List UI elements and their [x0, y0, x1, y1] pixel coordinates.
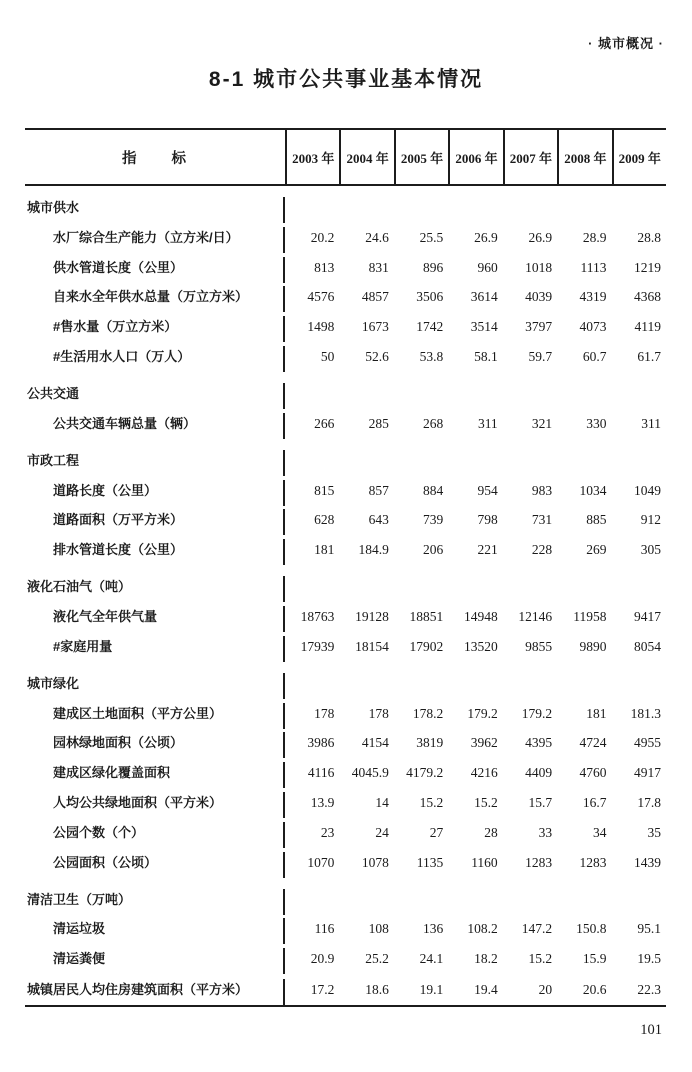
value-cell [612, 469, 666, 476]
value-cell: 4917 [633, 765, 661, 781]
value-cell: 3797 [525, 319, 553, 335]
value-cell [394, 908, 448, 915]
row-label: #生活用水人口（万人） [25, 346, 285, 372]
value-cell: 3614 [470, 289, 498, 305]
value-cell: 1673 [361, 319, 389, 335]
table-row [25, 535, 666, 565]
value-cell: 136 [423, 921, 444, 937]
value-cell [612, 216, 666, 223]
year-header-cell: 2005 年 [394, 130, 448, 184]
value-cell: 4368 [633, 289, 661, 305]
value-cell [557, 469, 611, 476]
year-header-cell: 2009 年 [612, 130, 666, 184]
table-row [25, 565, 666, 602]
value-cell: 25.2 [365, 951, 389, 967]
value-cell: 1742 [416, 319, 444, 335]
row-label: 公共交通车辆总量（辆） [25, 413, 285, 439]
value-cell [557, 908, 611, 915]
value-cell [394, 692, 448, 699]
value-cell: 20 [538, 982, 553, 998]
year-header-cell: 2003 年 [285, 130, 339, 184]
value-cell: 1078 [361, 854, 389, 870]
value-cell [339, 469, 393, 476]
value-cell: 17.8 [637, 794, 661, 810]
value-cell: 18763 [300, 608, 335, 624]
table-row [25, 878, 666, 915]
table-body [25, 186, 666, 1007]
value-cell: 18851 [409, 608, 444, 624]
value-cell [394, 469, 448, 476]
value-cell [394, 402, 448, 409]
value-cell: 311 [477, 415, 498, 431]
value-cell [448, 469, 502, 476]
value-cell: 4760 [579, 765, 607, 781]
value-cell [503, 469, 557, 476]
value-cell: 4073 [579, 319, 607, 335]
value-cell: 18154 [355, 638, 389, 654]
value-cell [285, 402, 339, 409]
value-cell: 221 [477, 542, 498, 558]
row-label: 自来水全年供水总量（万立方米） [25, 286, 285, 312]
row-label: 排水管道长度（公里） [25, 539, 285, 565]
value-cell [557, 402, 611, 409]
value-cell [612, 595, 666, 602]
table-row [25, 506, 666, 536]
table-row [25, 758, 666, 788]
value-cell: 108 [368, 921, 389, 937]
year-header-cell: 2008 年 [557, 130, 611, 184]
value-cell: 11958 [573, 608, 607, 624]
row-label: 城市绿化 [25, 673, 285, 699]
value-cell: 181 [586, 705, 607, 721]
value-cell: 26.9 [528, 229, 553, 245]
table-row [25, 848, 666, 878]
page-title: 8-1 城市公共事业基本情况 [208, 68, 484, 91]
value-cell: 18.6 [365, 982, 389, 998]
value-cell [339, 908, 393, 915]
value-cell: 983 [531, 482, 553, 498]
value-cell: 178 [368, 705, 389, 721]
value-cell: 17902 [409, 638, 444, 654]
value-cell: 1283 [525, 854, 553, 870]
value-cell: 108.2 [467, 921, 498, 937]
value-cell: 52.6 [365, 348, 389, 364]
value-cell: 179.2 [521, 705, 553, 721]
value-cell: 1113 [580, 259, 607, 275]
value-cell: 4724 [579, 735, 607, 751]
value-cell: 17939 [300, 638, 335, 654]
value-cell: 321 [531, 415, 553, 431]
value-cell [503, 908, 557, 915]
value-cell: 24.1 [419, 951, 444, 967]
value-cell: 9890 [579, 638, 607, 654]
row-label: 公共交通 [25, 383, 285, 409]
value-cell: 13520 [463, 638, 498, 654]
value-cell: 266 [314, 415, 335, 431]
value-cell: 24.6 [365, 229, 389, 245]
value-cell: 17.2 [310, 982, 335, 998]
value-cell: 35 [647, 824, 661, 840]
table-row [25, 915, 666, 945]
value-cell: 311 [641, 415, 661, 431]
value-cell: 150.8 [576, 921, 607, 937]
value-cell: 4045.9 [351, 765, 389, 781]
value-cell: 28.9 [582, 229, 607, 245]
table-row [25, 283, 666, 313]
value-cell: 23 [320, 824, 335, 840]
value-cell: 896 [423, 259, 444, 275]
value-cell [557, 216, 611, 223]
value-cell: 18.2 [474, 951, 498, 967]
value-cell: 3514 [470, 319, 498, 335]
value-cell [448, 692, 502, 699]
value-cell: 58.1 [474, 348, 498, 364]
value-cell: 4154 [361, 735, 389, 751]
row-label: 园林绿地面积（公顷） [25, 732, 285, 758]
value-cell: 178 [314, 705, 335, 721]
row-label: 建成区土地面积（平方公里） [25, 703, 285, 729]
value-cell: 8054 [633, 638, 661, 654]
value-cell: 4216 [470, 765, 498, 781]
value-cell: 330 [586, 415, 607, 431]
value-cell: 1439 [633, 854, 661, 870]
table-row [25, 729, 666, 759]
table-row [25, 253, 666, 283]
value-cell: 643 [368, 512, 389, 528]
row-label: 清运粪便 [25, 948, 285, 974]
value-cell: 12146 [518, 608, 553, 624]
value-cell: 33 [538, 824, 553, 840]
table-row [25, 602, 666, 632]
value-cell: 28 [484, 824, 498, 840]
value-cell [339, 216, 393, 223]
row-label: 道路面积（万平方米） [25, 509, 285, 535]
value-cell: 1049 [633, 482, 661, 498]
value-cell [557, 595, 611, 602]
value-cell: 268 [423, 415, 444, 431]
value-cell: 20.9 [310, 951, 335, 967]
value-cell: 228 [531, 542, 553, 558]
value-cell: 59.7 [528, 348, 553, 364]
value-cell [448, 908, 502, 915]
value-cell [285, 216, 339, 223]
year-header-cell: 2004 年 [339, 130, 393, 184]
value-cell [339, 692, 393, 699]
table-row [25, 372, 666, 409]
table-row [25, 662, 666, 699]
value-cell: 19.1 [419, 982, 444, 998]
table-row [25, 409, 666, 439]
value-cell: 179.2 [467, 705, 498, 721]
value-cell: 15.9 [582, 951, 607, 967]
value-cell: 3819 [416, 735, 444, 751]
value-cell: 3962 [470, 735, 498, 751]
value-cell: 3986 [307, 735, 335, 751]
value-cell [285, 469, 339, 476]
page-number: 101 [640, 1022, 662, 1038]
value-cell: 4857 [361, 289, 389, 305]
row-label: 公园面积（公顷） [25, 852, 285, 878]
table-row [25, 186, 666, 223]
table-row [25, 818, 666, 848]
value-cell: 28.8 [637, 229, 661, 245]
row-label: 液化气全年供气量 [25, 606, 285, 632]
year-header-cell: 2006 年 [448, 130, 502, 184]
value-cell: 305 [640, 542, 661, 558]
value-cell: 739 [423, 512, 444, 528]
value-cell: 1070 [307, 854, 335, 870]
value-cell: 1018 [525, 259, 553, 275]
value-cell: 628 [314, 512, 335, 528]
value-cell [448, 595, 502, 602]
value-cell: 4179.2 [406, 765, 444, 781]
value-cell: 3506 [416, 289, 444, 305]
table-row [25, 223, 666, 253]
value-cell [394, 595, 448, 602]
value-cell: 16.7 [582, 794, 607, 810]
indicator-header-cell: 指 标 [122, 150, 188, 167]
value-cell: 813 [314, 259, 335, 275]
value-cell: 19.4 [474, 982, 498, 998]
chapter-header-note: · 城市概况 · [588, 36, 664, 51]
year-header-cell: 2007 年 [503, 130, 557, 184]
row-label: 公园个数（个） [25, 822, 285, 848]
row-label: 清运垃圾 [25, 918, 285, 944]
statistics-table [25, 128, 666, 1007]
value-cell [612, 908, 666, 915]
value-cell: 4576 [307, 289, 335, 305]
table-row [25, 632, 666, 662]
value-cell [285, 692, 339, 699]
value-cell [339, 402, 393, 409]
value-cell: 1034 [579, 482, 607, 498]
value-cell [394, 216, 448, 223]
table-row [25, 788, 666, 818]
value-cell [448, 402, 502, 409]
value-cell: 19.5 [637, 951, 661, 967]
table-row [25, 476, 666, 506]
value-cell: 1219 [633, 259, 661, 275]
table-row [25, 974, 666, 1005]
value-cell: 4039 [525, 289, 553, 305]
row-label: 水厂综合生产能力（立方米/日） [25, 227, 285, 253]
value-cell: 9855 [525, 638, 553, 654]
row-label: 道路长度（公里） [25, 480, 285, 506]
value-cell: 24 [375, 824, 389, 840]
value-cell [557, 692, 611, 699]
row-label: 供水管道长度（公里） [25, 257, 285, 283]
row-label: #售水量（万立方米） [25, 316, 285, 342]
row-label: 建成区绿化覆盖面积 [25, 762, 285, 788]
value-cell: 269 [586, 542, 607, 558]
table-row [25, 944, 666, 974]
row-label: 清洁卫生（万吨） [25, 889, 285, 915]
value-cell: 61.7 [637, 348, 661, 364]
value-cell: 4409 [525, 765, 553, 781]
value-cell [503, 595, 557, 602]
value-cell: 25.5 [419, 229, 444, 245]
row-label: 城市供水 [25, 197, 285, 223]
value-cell [503, 402, 557, 409]
value-cell: 27 [429, 824, 444, 840]
table-row [25, 439, 666, 476]
value-cell: 50 [320, 348, 335, 364]
row-label: 市政工程 [25, 450, 285, 476]
value-cell: 4319 [579, 289, 607, 305]
value-cell: 34 [593, 824, 607, 840]
value-cell: 22.3 [637, 982, 661, 998]
row-label: 城镇居民人均住房建筑面积（平方米） [25, 979, 285, 1005]
value-cell: 147.2 [521, 921, 553, 937]
value-cell: 9417 [633, 608, 661, 624]
value-cell: 954 [477, 482, 498, 498]
value-cell: 4116 [307, 765, 335, 781]
table-row [25, 312, 666, 342]
value-cell: 184.9 [358, 542, 389, 558]
value-cell [503, 216, 557, 223]
value-cell: 1160 [471, 854, 498, 870]
value-cell: 15.7 [528, 794, 553, 810]
value-cell: 181.3 [630, 705, 661, 721]
value-cell: 15.2 [419, 794, 444, 810]
value-cell: 731 [531, 512, 553, 528]
row-label: 液化石油气（吨） [25, 576, 285, 602]
value-cell: 20.6 [582, 982, 607, 998]
value-cell: 960 [477, 259, 498, 275]
value-cell [285, 908, 339, 915]
value-cell: 26.9 [474, 229, 498, 245]
value-cell: 53.8 [419, 348, 444, 364]
value-cell: 15.2 [528, 951, 553, 967]
value-cell [503, 692, 557, 699]
value-cell: 95.1 [637, 921, 661, 937]
value-cell: 4119 [634, 319, 661, 335]
value-cell: 285 [368, 415, 389, 431]
value-cell: 4395 [525, 735, 553, 751]
value-cell: 831 [368, 259, 389, 275]
table-header-row [25, 128, 666, 186]
value-cell: 14948 [463, 608, 498, 624]
value-cell: 14 [375, 794, 389, 810]
value-cell: 884 [423, 482, 444, 498]
value-cell [339, 595, 393, 602]
value-cell [448, 216, 502, 223]
value-cell: 60.7 [582, 348, 607, 364]
value-cell: 857 [368, 482, 389, 498]
value-cell: 13.9 [310, 794, 335, 810]
value-cell: 815 [314, 482, 335, 498]
value-cell: 178.2 [412, 705, 444, 721]
value-cell: 798 [477, 512, 498, 528]
value-cell: 1283 [579, 854, 607, 870]
value-cell: 15.2 [474, 794, 498, 810]
value-cell [612, 402, 666, 409]
table-row [25, 699, 666, 729]
value-cell: 20.2 [310, 229, 335, 245]
value-cell [285, 595, 339, 602]
value-cell: 885 [586, 512, 607, 528]
row-label: #家庭用量 [25, 636, 285, 662]
value-cell: 19128 [355, 608, 389, 624]
value-cell: 206 [423, 542, 444, 558]
value-cell: 1135 [416, 854, 444, 870]
table-row [25, 342, 666, 372]
value-cell: 181 [314, 542, 335, 558]
value-cell [612, 692, 666, 699]
value-cell: 4955 [633, 735, 661, 751]
value-cell: 116 [314, 921, 335, 937]
value-cell: 1498 [307, 319, 335, 335]
row-label: 人均公共绿地面积（平方米） [25, 792, 285, 818]
value-cell: 912 [640, 512, 661, 528]
